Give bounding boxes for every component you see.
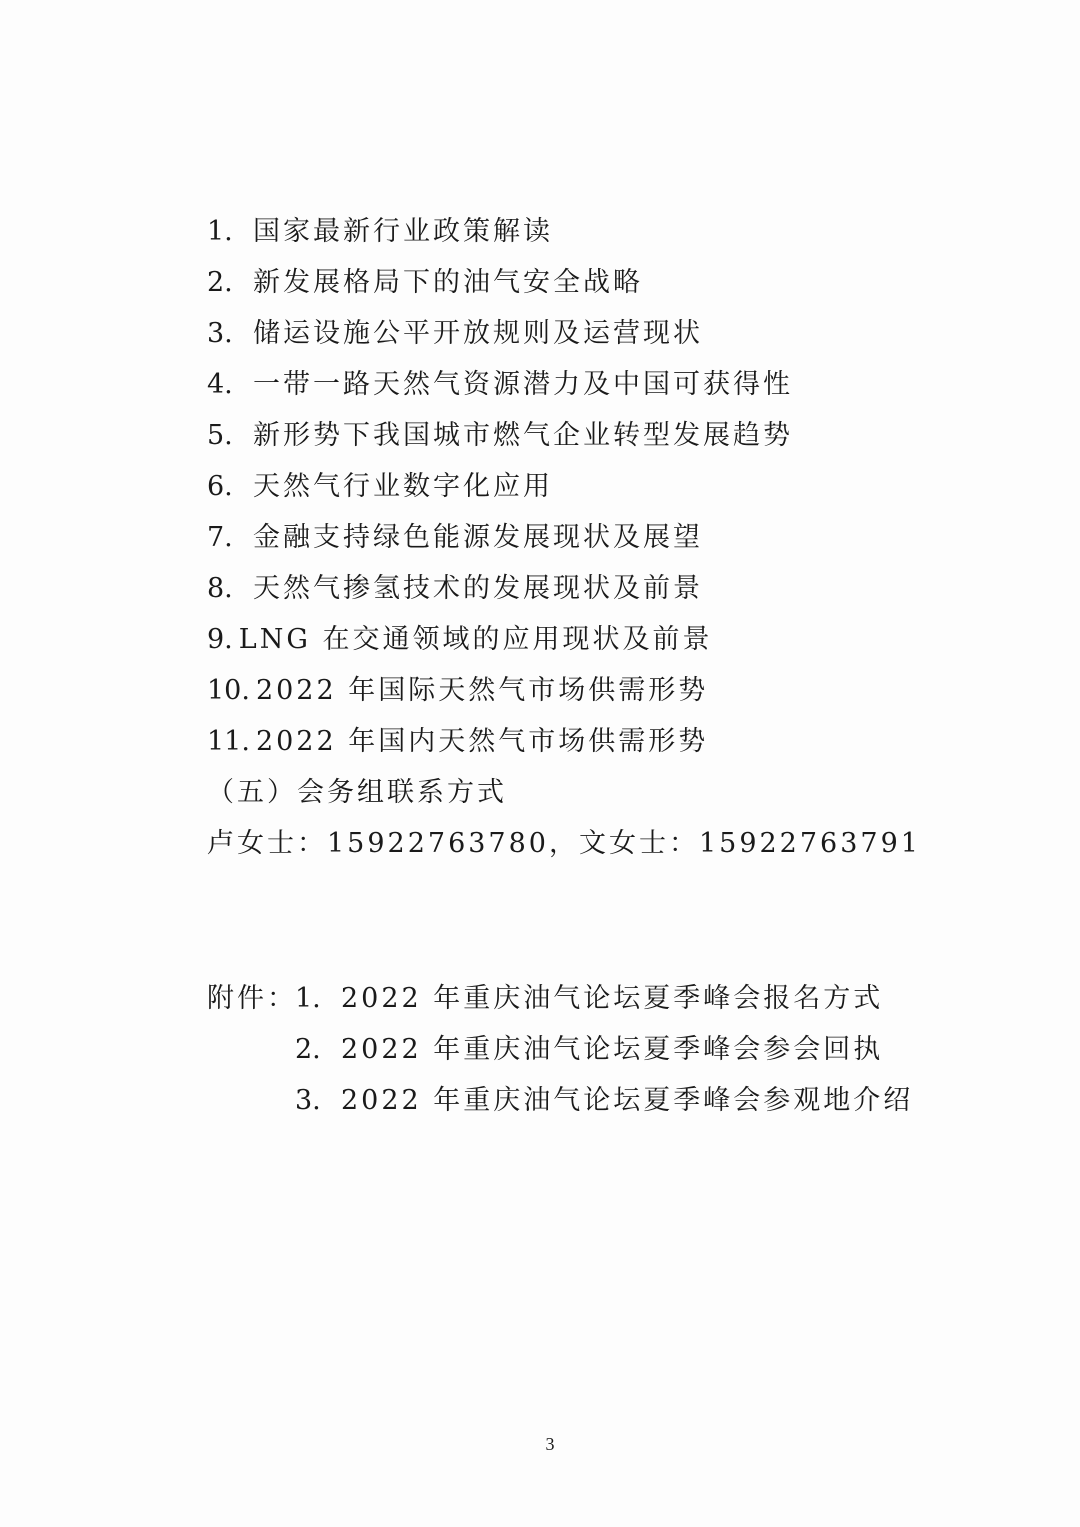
attachment-text: 2022 年重庆油气论坛夏季峰会参会回执 (341, 1034, 884, 1065)
attachment-label: 附件： (207, 983, 297, 1014)
topic-number: 5. (207, 420, 233, 451)
topic-text: 国家最新行业政策解读 (253, 216, 553, 247)
topic-number: 8. (207, 573, 233, 604)
topic-text: 2022 年国际天然气市场供需形势 (255, 675, 709, 706)
topic-text: 天然气行业数字化应用 (253, 471, 553, 502)
topic-item (207, 418, 793, 454)
attachment-item (207, 981, 883, 1017)
attachment-item (207, 1032, 883, 1068)
topic-number: 9. (207, 624, 233, 655)
topic-text: 2022 年国内天然气市场供需形势 (255, 726, 709, 757)
attachment-text: 2022 年重庆油气论坛夏季峰会报名方式 (341, 983, 884, 1014)
topic-number: 2. (207, 267, 233, 298)
topic-text: 天然气掺氢技术的发展现状及前景 (253, 573, 703, 604)
topic-number: 1. (207, 216, 233, 247)
topic-item (207, 469, 553, 505)
topic-item (207, 214, 553, 250)
attachment-number: 2. (295, 1034, 321, 1065)
topic-number: 10. (207, 675, 250, 706)
topic-item (207, 673, 708, 709)
topic-item (207, 724, 708, 760)
topic-number: 7. (207, 522, 233, 553)
topic-number: 6. (207, 471, 233, 502)
topic-text: 新发展格局下的油气安全战略 (253, 267, 643, 298)
contact-heading: （五）会务组联系方式 (207, 777, 507, 808)
topic-text: 新形势下我国城市燃气企业转型发展趋势 (253, 420, 793, 451)
attachment-text: 2022 年重庆油气论坛夏季峰会参观地介绍 (341, 1085, 914, 1116)
topic-item (207, 622, 712, 658)
topic-item (207, 571, 703, 607)
page-number: 3 (545, 1434, 555, 1454)
topic-item (207, 316, 703, 352)
topic-text: 一带一路天然气资源潜力及中国可获得性 (253, 369, 793, 400)
topic-number: 11. (207, 726, 250, 757)
topic-text: LNG 在交通领域的应用现状及前景 (238, 624, 713, 655)
topic-text: 储运设施公平开放规则及运营现状 (253, 318, 703, 349)
topic-item (207, 367, 793, 403)
contact-line: 卢女士：15922763780，文女士：15922763791 (207, 828, 921, 859)
topic-number: 4. (207, 369, 233, 400)
topic-text: 金融支持绿色能源发展现状及展望 (253, 522, 703, 553)
attachment-number: 1. (295, 983, 321, 1014)
topic-item (207, 520, 703, 556)
attachment-number: 3. (295, 1085, 321, 1116)
topic-number: 3. (207, 318, 233, 349)
topic-item (207, 265, 643, 301)
attachment-item (207, 1083, 913, 1119)
